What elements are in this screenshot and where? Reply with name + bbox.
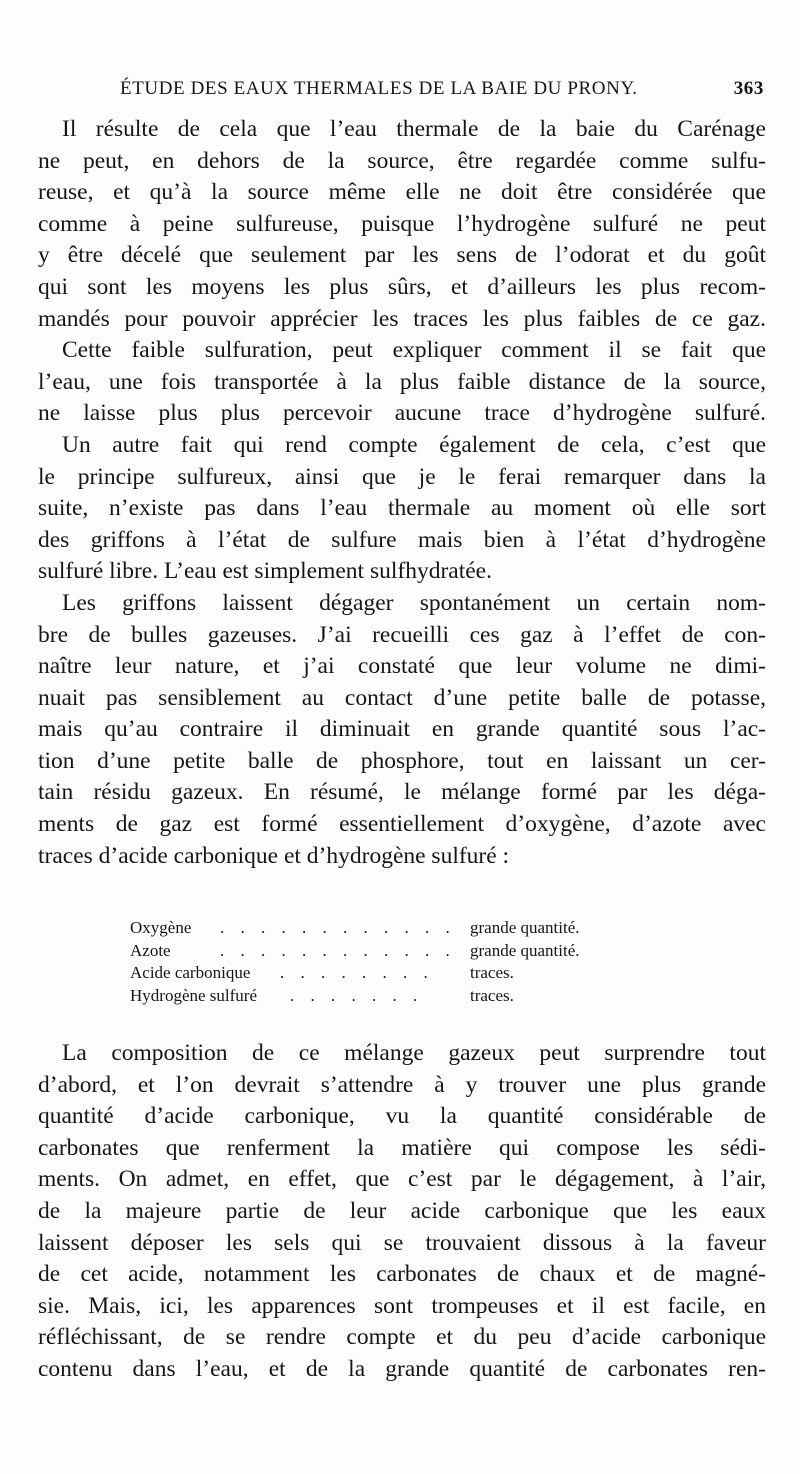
text-line: La composition de ce mélange gazeux peut surprendre tout — [62, 1040, 766, 1066]
text-line: ments. On admet, en effet, que c’est par le dégagement, à l’air, — [38, 1166, 766, 1193]
composition-row — [130, 917, 650, 940]
text-line: contenu dans l’eau, et de la grande quantité de carbonates ren- — [38, 1355, 766, 1382]
text-line: suite, n’existe pas dans l’eau thermale au moment où elle sort — [38, 495, 766, 522]
text-line: Cette faible sulfuration, peut expliquer comment il se fait que — [62, 337, 766, 364]
text-line: quantité d’acide carbonique, vu la quantité considérable de — [38, 1103, 766, 1130]
text-line: Les griffons laissent dégager spontanément un certain nom- — [62, 589, 766, 616]
gas-name: Acide carbonique — [130, 963, 251, 982]
dot-leader: . . . . . . . . . . . . — [220, 940, 456, 960]
gas-amount: grande quantité. — [470, 940, 580, 960]
text-line: mais qu’au contraire il diminuait en grande quantité sous l’ac- — [38, 716, 766, 743]
text-line: de cet acide, notamment les carbonates de chaux et de magné- — [38, 1261, 766, 1288]
composition-row — [130, 940, 650, 963]
text-line: le principe sulfureux, ainsi que je le ferai remarquer dans la — [38, 463, 766, 490]
text-line: traces d’acide carbonique et d’hydrogène sulfuré : — [38, 842, 510, 869]
text-line: comme à peine sulfureuse, puisque l’hydrogène sulfuré ne peut — [38, 210, 766, 237]
text-line: ne laisse plus plus percevoir aucune trace d’hydrogène sulfuré. — [38, 400, 766, 427]
gas-composition-table — [130, 917, 650, 1007]
dot-leader: . . . . . . . — [290, 985, 424, 1005]
text-line: tion d’une petite balle de phosphore, tout en laissant un cer- — [38, 747, 766, 774]
text-line: ments de gaz est formé essentiellement d’oxygène, d’azote avec — [38, 811, 766, 838]
running-head — [112, 78, 764, 108]
gas-name: Hydrogène sulfuré — [130, 985, 257, 1005]
gas-amount: traces. — [470, 985, 514, 1005]
composition-row — [130, 962, 650, 985]
page-number: 363 — [733, 78, 764, 99]
text-line: laissent déposer les sels qui se trouvaient dissous à la faveur — [38, 1229, 766, 1256]
text-line: d’abord, et l’on devrait s’attendre à y trouver une plus grande — [38, 1071, 766, 1098]
text-line: Il résulte de cela que l’eau thermale de la baie du Carénage — [62, 116, 766, 142]
text-line: de la majeure partie de leur acide carbonique que les eaux — [38, 1197, 766, 1224]
gas-name: Oxygène — [130, 918, 192, 937]
text-line: l’eau, une fois transportée à la plus faible distance de la source, — [38, 368, 766, 395]
text-line: carbonates que renferment la matière qui compose les sédi- — [38, 1134, 766, 1161]
composition-row — [130, 985, 650, 1008]
gas-amount: grande quantité. — [470, 918, 580, 937]
gas-name: Azote — [130, 940, 171, 960]
text-line: tain résidu gazeux. En résumé, le mélange formé par les déga- — [38, 779, 766, 806]
text-line: qui sont les moyens les plus sûrs, et d’ailleurs les plus recom- — [38, 273, 766, 300]
text-line: reuse, et qu’à la source même elle ne doit être considérée que — [38, 179, 766, 206]
running-title: ÉTUDE DES EAUX THERMALES DE LA BAIE DU PRONY. — [120, 78, 638, 99]
text-line: Un autre fait qui rend compte également de cela, c’est que — [62, 431, 766, 458]
text-line: nuait pas sensiblement au contact d’une petite balle de potasse, — [38, 684, 766, 711]
gas-amount: traces. — [470, 963, 514, 982]
text-line: naître leur nature, et j’ai constaté que leur volume ne dimi- — [38, 653, 766, 680]
text-line: ne peut, en dehors de la source, être regardée comme sulfu- — [38, 147, 766, 174]
body-text-top — [38, 114, 766, 872]
text-line: des griffons à l’état de sulfure mais bien à l’état d’hydrogène — [38, 526, 766, 553]
text-line: bre de bulles gazeuses. J’ai recueilli ces gaz à l’effet de con- — [38, 621, 766, 648]
dot-leader: . . . . . . . . — [280, 963, 434, 982]
body-text-bottom — [38, 1038, 766, 1386]
text-line: sulfuré libre. L’eau est simplement sulfhydratée. — [38, 558, 492, 585]
text-line: y être décelé que seulement par les sens de l’odorat et du goût — [38, 242, 766, 269]
text-line: mandés pour pouvoir apprécier les traces les plus faibles de ce gaz. — [38, 305, 766, 332]
text-line: réfléchissant, de se rendre compte et du peu d’acide carbonique — [38, 1324, 766, 1351]
text-line: sie. Mais, ici, les apparences sont trompeuses et il est facile, en — [38, 1292, 766, 1319]
dot-leader: . . . . . . . . . . . . — [220, 918, 456, 937]
